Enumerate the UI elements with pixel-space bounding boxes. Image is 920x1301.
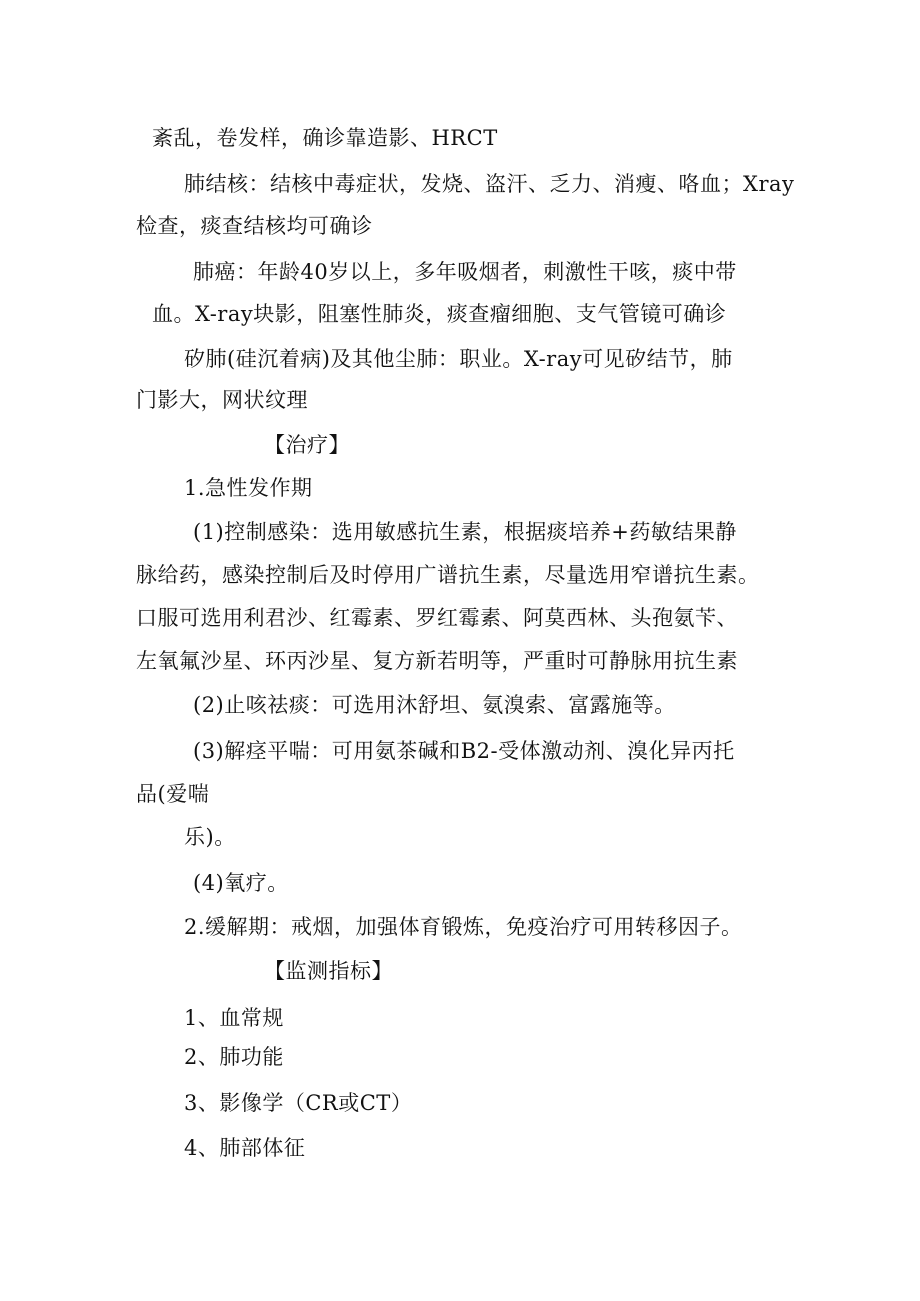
list-item: 3、影像学（CR或CT）: [184, 1091, 413, 1115]
text-line: 脉给药，感染控制后及时停用广谱抗生素，尽量选用窄谱抗生素。: [136, 563, 760, 587]
text-line: 检查，痰查结核均可确诊: [136, 214, 373, 238]
text-line: (2)止咳祛痰：可选用沐舒坦、氨溴索、富露施等。: [193, 693, 676, 717]
list-item: 1、血常规: [184, 1006, 284, 1030]
text-line: 品(爱喘: [136, 782, 210, 806]
text-line: 门影大，网状纹理: [136, 388, 308, 412]
text-line: 乐)。: [184, 825, 236, 849]
text-line: (1)控制感染：选用敏感抗生素，根据痰培养+药敏结果静: [193, 520, 737, 544]
text-line: 紊乱，卷发样，确诊靠造影、HRCT: [152, 126, 498, 150]
text-line: 血。X-ray块影，阻塞性肺炎，痰查瘤细胞、支气管镜可确诊: [152, 302, 727, 326]
subheading-acute-phase: 1.急性发作期: [184, 476, 313, 500]
text-line: 矽肺(硅沉着病)及其他尘肺：职业。X-ray可见矽结节，肺: [184, 347, 733, 371]
section-heading-treatment: 【治疗】: [264, 433, 350, 457]
text-line: 口服可选用利君沙、红霉素、罗红霉素、阿莫西林、头孢氨苄、: [136, 606, 738, 630]
text-line: (4)氧疗。: [193, 871, 289, 895]
text-line: 肺结核：结核中毒症状，发烧、盗汗、乏力、消瘦、咯血；Xray: [184, 172, 795, 196]
list-item: 4、肺部体征: [184, 1136, 306, 1160]
text-line: 左氧氟沙星、环丙沙星、复方新若明等，严重时可静脉用抗生素: [136, 649, 738, 673]
text-line: (3)解痉平喘：可用氨茶碱和B2-受体激动剂、溴化异丙托: [193, 739, 735, 763]
subheading-remission-phase: 2.缓解期：戒烟，加强体育锻炼，免疫治疗可用转移因子。: [184, 915, 743, 939]
list-item: 2、肺功能: [184, 1045, 284, 1069]
text-line: 肺癌：年龄40岁以上，多年吸烟者，刺激性干咳，痰中带: [193, 260, 737, 284]
section-heading-monitoring: 【监测指标】: [264, 959, 393, 983]
